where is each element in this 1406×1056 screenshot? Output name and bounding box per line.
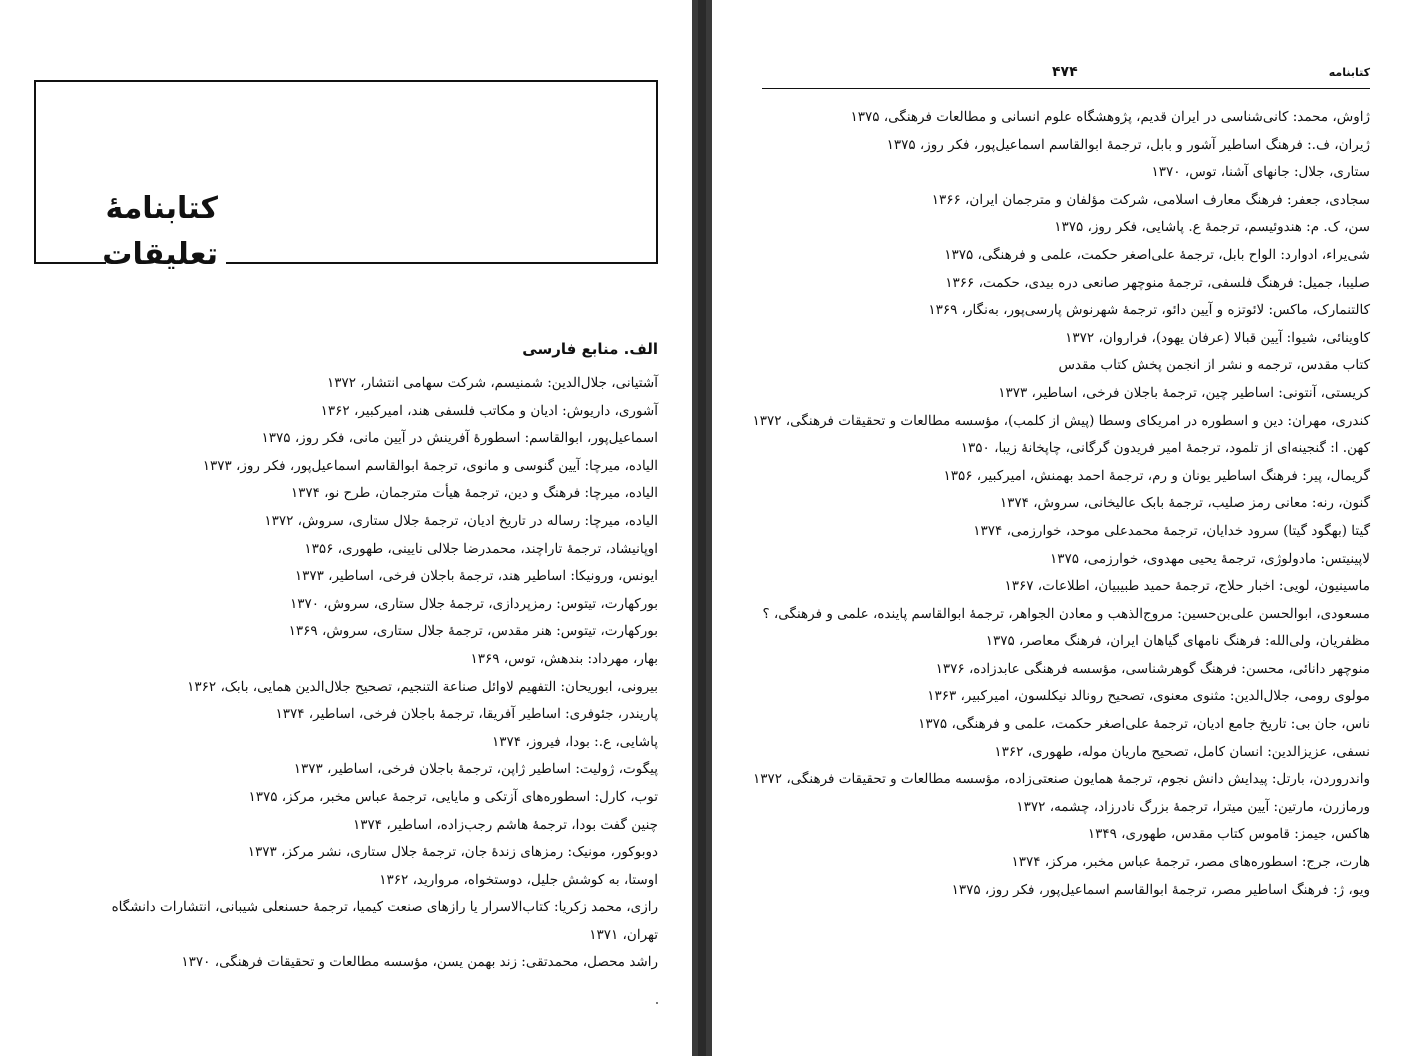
bibliography-entry: گریمال، پیر: فرهنگ اساطیر یونان و رم، ترجمهٔ احمد بهمنش، امیرکبیر، ۱۳۵۶ [943, 467, 1370, 484]
bibliography-entry: ماسینیون، لویی: اخبار حلاج، ترجمهٔ حمید طبیبیان، اطلاعات، ۱۳۶۷ [1004, 578, 1370, 595]
bibliography-entry: ژاوش، محمد: کانی‌شناسی در ایران قدیم، پژوهشگاه علوم انسانی و مطالعات فرهنگی، ۱۳۷۵ [850, 109, 1370, 125]
book-spine-gutter [698, 0, 706, 1056]
bibliography-entry: ستاری، جلال: جانهای آشنا، توس، ۱۳۷۰ [1151, 164, 1370, 181]
bibliography-entry: گنون، رنه: معانی رمز صلیب، ترجمهٔ بابک عالیخانی، سروش، ۱۳۷۴ [999, 495, 1370, 512]
bibliography-entry: کهن. ا: گنجینه‌ای از تلمود، ترجمهٔ امیر فریدون گرگانی، چاپخانهٔ زیبا، ۱۳۵۰ [960, 440, 1370, 457]
bibliography-entry: ناس، جان بی: تاریخ جامع ادیان، ترجمهٔ علی‌اصغر حکمت، علمی و فرهنگی، ۱۳۷۵ [918, 716, 1370, 733]
bibliography-entry: رازی، محمد زکریا: کتاب‌الاسرار یا رازهای صنعت کیمیا، ترجمهٔ حسنعلی شیبانی، انتشارات دانشگاه [111, 899, 658, 916]
bibliography-entry: اسماعیل‌پور، ابوالقاسم: اسطورهٔ آفرینش در آیین مانی، فکر روز، ۱۳۷۵ [261, 430, 658, 447]
bibliography-entry: منوچهر دانائی، محسن: فرهنگ گوهرشناسی، مؤسسه فرهنگی عابدزاده، ۱۳۷۶ [935, 660, 1370, 677]
bibliography-entry: الیاده، میرچا: آیین گنوسی و مانوی، ترجمهٔ ابوالقاسم اسماعیل‌پور، فکر روز، ۱۳۷۳ [202, 457, 658, 474]
bibliography-entry: بورکهارت، تیتوس: هنر مقدس، ترجمهٔ جلال ستاری، سروش، ۱۳۶۹ [288, 623, 658, 640]
bibliography-entry: ایونس، ورونیکا: اساطیر هند، ترجمهٔ باجلان فرخی، اساطیر، ۱۳۷۳ [294, 568, 658, 585]
bibliography-entry: کتاب مقدس، ترجمه و نشر از انجمن پخش کتاب مقدس [1058, 357, 1370, 374]
bibliography-entry: آشتیانی، جلال‌الدین: شمنیسم، شرکت سهامی انتشار، ۱۳۷۲ [326, 375, 658, 391]
chapter-title-line-2: تعلیقات [102, 237, 218, 272]
bibliography-entry: واندروردن، بارتل: پیدایش دانش نجوم، ترجمهٔ همایون صنعتی‌زاده، مؤسسه مطالعات و تحقیقات فرهنگی، ۱۳۷۲ [753, 771, 1370, 788]
chapter-title [102, 186, 218, 278]
bibliography-entry: کالتنمارک، ماکس: لائوتزه و آیین دائو، ترجمهٔ شهرنوش پارسی‌پور، به‌نگار، ۱۳۶۹ [928, 302, 1370, 319]
bibliography-entry: صلیبا، جمیل: فرهنگ فلسفی، ترجمهٔ منوچهر صانعی دره بیدی، حکمت، ۱۳۶۶ [945, 274, 1370, 291]
bibliography-entry: ورمازرن، مارتین: آیین میترا، ترجمهٔ بزرگ نادرزاد، چشمه، ۱۳۷۲ [1016, 798, 1370, 815]
bibliography-entry: آشوری، داریوش: ادیان و مکاتب فلسفی هند، امیرکبیر، ۱۳۶۲ [320, 402, 658, 419]
bibliography-entry: اوپانیشاد، ترجمهٔ تاراچند، محمدرضا جلالی نایینی، طهوری، ۱۳۵۶ [304, 540, 658, 557]
bibliography-entry: کریستی، آنتونی: اساطیر چین، ترجمهٔ باجلان فرخی، اساطیر، ۱۳۷۳ [998, 384, 1370, 401]
bibliography-entry: بیرونی، ابوریحان: التفهیم لاوائل صناعة التنجیم، تصحیح جلال‌الدین همایی، بابک، ۱۳۶۲ [187, 678, 658, 695]
left-page [0, 0, 692, 1056]
bibliography-entry: ژیران، ف.: فرهنگ اساطیر آشور و بابل، ترجمهٔ ابوالقاسم اسماعیل‌پور، فکر روز، ۱۳۷۵ [886, 136, 1370, 153]
bibliography-entry: اوستا، به کوشش جلیل، دوستخواه، مروارید، ۱۳۶۲ [379, 871, 658, 888]
bibliography-entry: سن، ک. م: هندوئیسم، ترجمهٔ ع. پاشایی، فکر روز، ۱۳۷۵ [1054, 219, 1370, 236]
bibliography-entry: توب، کارل: اسطوره‌های آزتکی و مایایی، ترجمهٔ عباس مخبر، مرکز، ۱۳۷۵ [248, 788, 658, 805]
bibliography-entry: هارت، جرج: اسطوره‌های مصر، ترجمهٔ عباس مخبر، مرکز، ۱۳۷۴ [1011, 854, 1370, 871]
page-number: ۴۷۴ [1052, 64, 1078, 80]
left-bibliography-list [38, 370, 658, 977]
bibliography-entry: کاوینائی، شیوا: آیین قبالا (عرفان یهود)، فراروان، ۱۳۷۲ [1065, 329, 1370, 346]
bibliography-entry: پیگوت، ژولیت: اساطیر ژاپن، ترجمهٔ باجلان فرخی، اساطیر، ۱۳۷۳ [293, 761, 658, 778]
running-header [762, 60, 1370, 89]
bibliography-entry: الیاده، میرچا: فرهنگ و دین، ترجمهٔ هیأت مترجمان، طرح نو، ۱۳۷۴ [290, 485, 658, 502]
right-page [712, 0, 1406, 1056]
bibliography-entry: بورکهارت، تیتوس: رمزپردازی، ترجمهٔ جلال ستاری، سروش، ۱۳۷۰ [289, 595, 658, 612]
bibliography-entry: بهار، مهرداد: بندهش، توس، ۱۳۶۹ [470, 650, 658, 667]
section-heading: الف. منابع فارسی [522, 340, 658, 358]
bibliography-entry: شی‌یراء، ادوارد: الواح بابل، ترجمهٔ علی‌اصغر حکمت، علمی و فرهنگی، ۱۳۷۵ [944, 246, 1370, 263]
bibliography-entry: دوبوکور، مونیک: رمزهای زندهٔ جان، ترجمهٔ جلال ستاری، نشر مرکز، ۱۳۷۳ [247, 844, 658, 861]
bibliography-entry: لاپینیتس: مادولوژی، ترجمهٔ یحیی مهدوی، خوارزمی، ۱۳۷۵ [1049, 550, 1370, 567]
right-bibliography-list [752, 104, 1370, 904]
bibliography-entry: کندری، مهران: دین و اسطوره در امریکای وسطا (پیش از کلمب)، مؤسسه مطالعات و تحقیقات فرهنگی، ۱۳۷۲ [752, 412, 1370, 429]
bibliography-entry: گیتا (بهگود گیتا) سرود خدایان، ترجمهٔ محمدعلی موحد، خوارزمی، ۱۳۷۴ [973, 522, 1370, 539]
bibliography-entry: پاریندر، جئوفری: اساطیر آفریقا، ترجمهٔ باجلان فرخی، اساطیر، ۱۳۷۴ [275, 706, 658, 723]
bibliography-entry: چنین گفت بودا، ترجمهٔ هاشم رجب‌زاده، اساطیر، ۱۳۷۴ [353, 816, 658, 833]
bibliography-entry: مسعودی، ابوالحسن علی‌بن‌حسین: مروج‌الذهب و معادن الجواهر، ترجمهٔ ابوالقاسم پاینده، علمی و فرهنگی، ؟ [762, 605, 1370, 622]
bibliography-entry: نسفی، عزیزالدین: انسان کامل، تصحیح ماریان موله، طهوری، ۱۳۶۲ [994, 743, 1370, 760]
bibliography-entry: ویو، ژ: فرهنگ اساطیر مصر، ترجمهٔ ابوالقاسم اسماعیل‌پور، فکر روز، ۱۳۷۵ [951, 881, 1370, 898]
running-title: کتابنامه [1328, 66, 1370, 79]
page-mark [656, 1002, 658, 1004]
bibliography-entry: الیاده، میرچا: رساله در تاریخ ادیان، ترجمهٔ جلال ستاری، سروش، ۱۳۷۲ [264, 512, 658, 529]
bibliography-entry-continuation: تهران، ۱۳۷۱ [589, 926, 658, 943]
bibliography-entry: پاشایی، ع.: بودا، فیروز، ۱۳۷۴ [492, 733, 658, 750]
bibliography-entry: مظفریان، ولی‌الله: فرهنگ نامهای گیاهان ایران، فرهنگ معاصر، ۱۳۷۵ [985, 633, 1370, 650]
bibliography-entry: مولوی رومی، جلال‌الدین: مثنوی معنوی، تصحیح رونالد نیکلسون، امیرکبیر، ۱۳۶۳ [927, 688, 1370, 705]
bibliography-entry: سجادی، جعفر: فرهنگ معارف اسلامی، شرکت مؤلفان و مترجمان ایران، ۱۳۶۶ [931, 191, 1370, 208]
bibliography-entry: راشد محصل، محمدتقی: زند بهمن یسن، مؤسسه مطالعات و تحقیقات فرهنگی، ۱۳۷۰ [181, 954, 658, 971]
chapter-title-line-1: کتابنامهٔ [105, 191, 218, 226]
bibliography-entry: هاکس، جیمز: قاموس کتاب مقدس، طهوری، ۱۳۴۹ [1087, 826, 1370, 843]
book-spine [692, 0, 712, 1056]
